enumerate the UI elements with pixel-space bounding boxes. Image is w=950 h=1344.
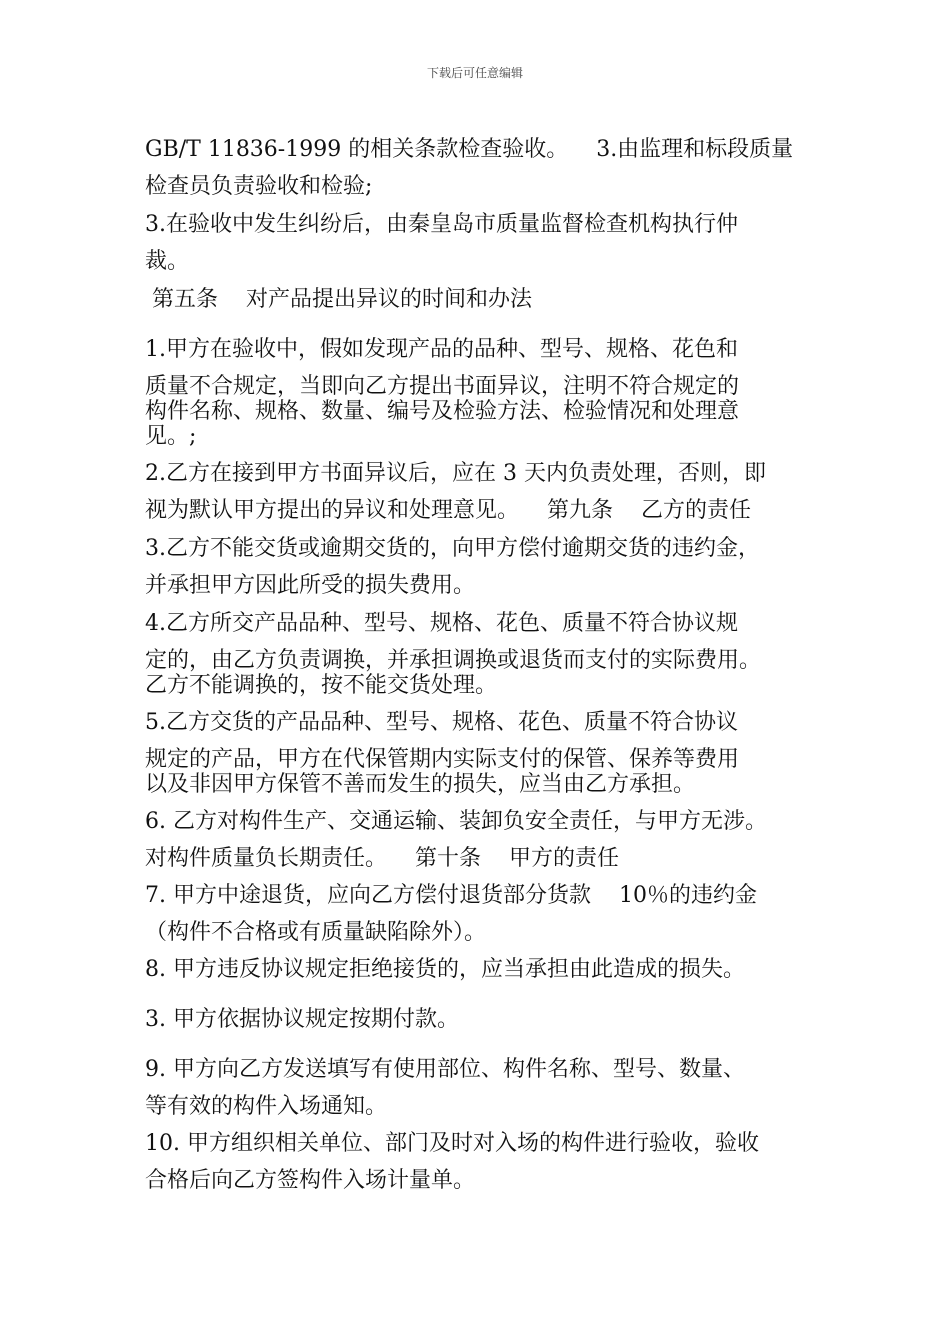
text-line: 2.乙方在接到甲方书面异议后，应在 3 天内负责处理，否则，即 — [145, 461, 766, 486]
page-header: 下载后可任意编辑 — [426, 66, 523, 80]
text-line: 1.甲方在验收中，假如发现产品的品种、型号、规格、花色和 — [145, 337, 738, 362]
text-line: 以及非因甲方保管不善而发生的损失，应当由乙方承担。 — [145, 772, 696, 797]
text-line: 4.乙方所交产品品种、型号、规格、花色、质量不符合协议规 — [145, 611, 738, 636]
text-line: 5.乙方交货的产品品种、型号、规格、花色、质量不符合协议 — [145, 710, 738, 735]
text-line: 等有效的构件入场通知。 — [145, 1094, 388, 1119]
text-line: 乙方不能调换的，按不能交货处理。 — [145, 673, 498, 698]
text-line: （构件不合格或有质量缺陷除外）。 — [145, 920, 487, 945]
section-heading: 第五条 对产品提出异议的时间和办法 — [145, 287, 532, 312]
text-line: 3.乙方不能交货或逾期交货的，向甲方偿付逾期交货的违约金， — [145, 536, 760, 561]
text-line: 见。; — [145, 424, 197, 449]
text-line: 3. 甲方依据协议规定按期付款。 — [145, 1007, 459, 1032]
text-line: 6. 乙方对构件生产、交通运输、装卸负安全责任，与甲方无涉。 — [145, 809, 767, 834]
text-line: GB/T 11836-1999 的相关条款检查验收。 3.由监理和标段质量 — [145, 137, 794, 162]
text-line: 3.在验收中发生纠纷后，由秦皇岛市质量监督检查机构执行仲 — [145, 212, 738, 237]
text-line: 质量不合规定，当即向乙方提出书面异议，注明不符合规定的 — [145, 374, 740, 399]
text-line: 并承担甲方因此所受的损失费用。 — [145, 573, 476, 598]
text-line: 合格后向乙方签构件入场计量单。 — [145, 1168, 476, 1193]
text-line: 构件名称、规格、数量、编号及检验方法、检验情况和处理意 — [145, 399, 740, 424]
text-line: 规定的产品，甲方在代保管期内实际支付的保管、保养等费用 — [145, 747, 740, 772]
text-line: 检查员负责验收和检验; — [145, 174, 373, 199]
text-line: 10. 甲方组织相关单位、部门及时对入场的构件进行验收，验收 — [145, 1131, 759, 1156]
text-line: 8. 甲方违反协议规定拒绝接货的，应当承担由此造成的损失。 — [145, 957, 745, 982]
text-line: 定的，由乙方负责调换，并承担调换或退货而支付的实际费用。 — [145, 648, 762, 673]
text-line: 9. 甲方向乙方发送填写有使用部位、构件名称、型号、数量、 — [145, 1057, 745, 1082]
text-line: 裁。 — [145, 249, 190, 274]
text-line: 7. 甲方中途退货，应向乙方偿付退货部分货款 10％的违约金 — [145, 883, 757, 908]
text-line: 视为默认甲方提出的异议和处理意见。 第九条 乙方的责任 — [145, 498, 751, 523]
text-line: 对构件质量负长期责任。 第十条 甲方的责任 — [145, 846, 619, 871]
